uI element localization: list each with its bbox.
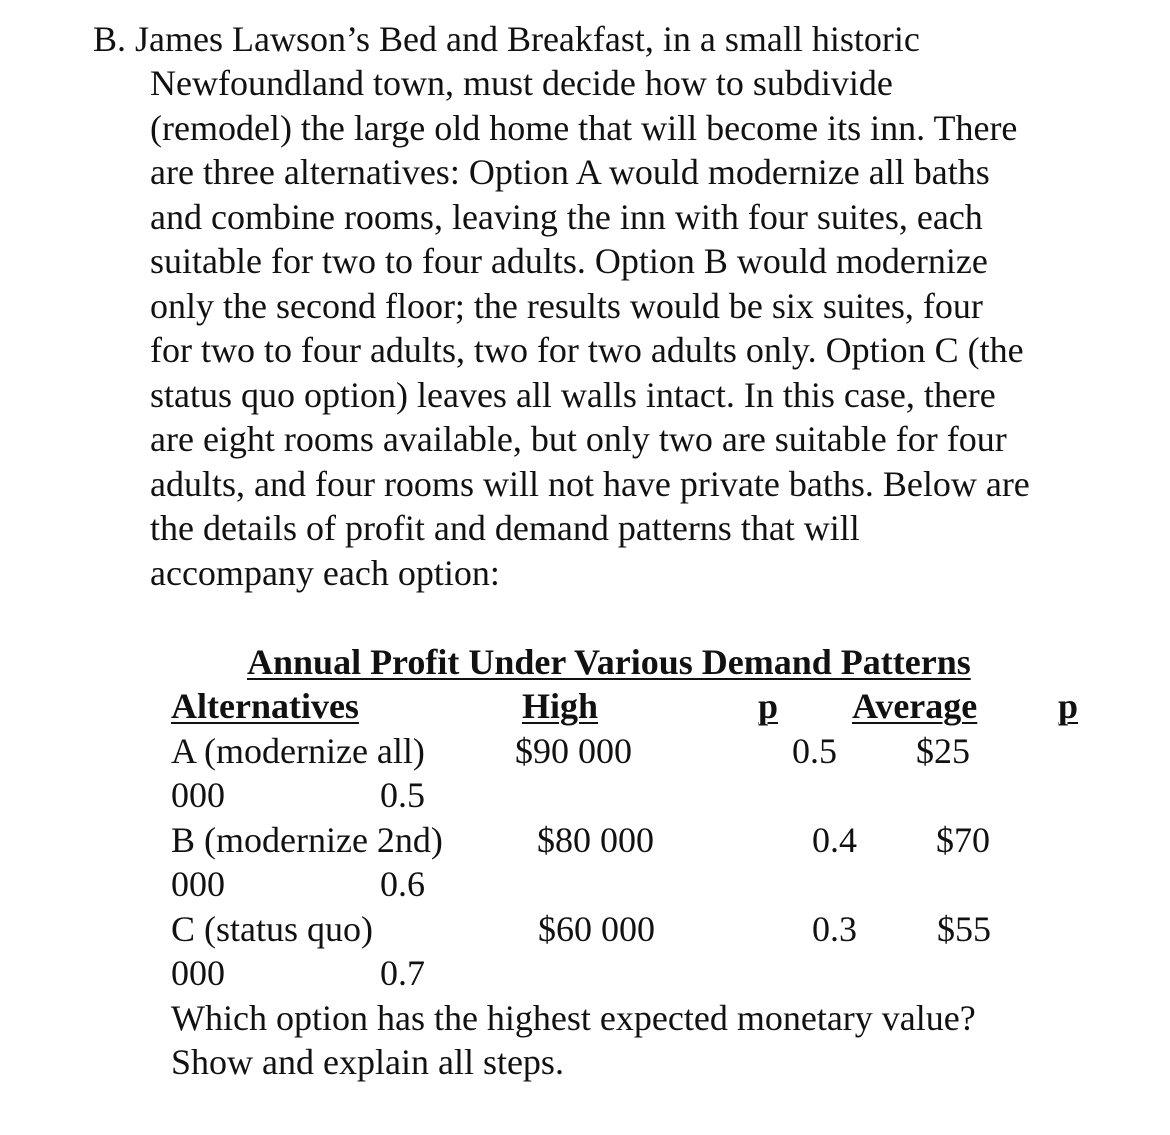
row-b-average-cont: 000 [171, 864, 225, 904]
row-a-average: $25 [916, 731, 970, 771]
question-line-2: Show and explain all steps. [171, 1042, 564, 1082]
row-c-alternative: C (status quo) [171, 909, 373, 949]
row-c-p-average: 0.7 [380, 953, 425, 993]
paragraph-line-9: status quo option) leaves all walls intact. In this case, there [150, 375, 996, 415]
paragraph-line-5: and combine rooms, leaving the inn with four suites, each [150, 197, 983, 237]
header-average: Average [852, 686, 978, 726]
row-c-average-cont: 000 [171, 953, 225, 993]
header-p-average: p [1058, 686, 1079, 726]
row-b-p-average: 0.6 [380, 864, 425, 904]
paragraph-line-11: adults, and four rooms will not have private baths. Below are [150, 464, 1030, 504]
row-c-average: $55 [937, 909, 991, 949]
header-alternatives: Alternatives [171, 686, 359, 726]
row-b-average: $70 [936, 820, 990, 860]
paragraph-line-8: for two to four adults, two for two adults only. Option C (the [150, 330, 1024, 370]
row-a-high: $90 000 [515, 731, 632, 771]
paragraph-line-12: the details of profit and demand patterns that will [150, 508, 860, 548]
paragraph-line-1: B. James Lawson’s Bed and Breakfast, in a small historic [93, 19, 920, 59]
row-a-p-average: 0.5 [380, 775, 425, 815]
row-a-alternative: A (modernize all) [171, 731, 425, 771]
row-c-high: $60 000 [538, 909, 655, 949]
paragraph-line-7: only the second floor; the results would be six suites, four [150, 286, 983, 326]
header-p-high: p [758, 686, 779, 726]
row-b-p-high: 0.4 [812, 820, 857, 860]
paragraph-line-4: are three alternatives: Option A would modernize all baths [150, 152, 990, 192]
paragraph-line-2: Newfoundland town, must decide how to subdivide [150, 63, 893, 103]
table-title: Annual Profit Under Various Demand Patterns [247, 642, 971, 682]
row-c-p-high: 0.3 [812, 909, 857, 949]
header-high: High [522, 686, 599, 726]
row-a-average-cont: 000 [171, 775, 225, 815]
row-b-alternative: B (modernize 2nd) [171, 820, 443, 860]
row-a-p-high: 0.5 [792, 731, 837, 771]
row-b-high: $80 000 [537, 820, 654, 860]
paragraph-line-13: accompany each option: [150, 553, 500, 593]
paragraph-line-10: are eight rooms available, but only two are suitable for four [150, 419, 1007, 459]
question-line-1: Which option has the highest expected monetary value? [171, 998, 976, 1038]
paragraph-line-6: suitable for two to four adults. Option B would modernize [150, 241, 988, 281]
paragraph-line-3: (remodel) the large old home that will become its inn. There [150, 108, 1018, 148]
